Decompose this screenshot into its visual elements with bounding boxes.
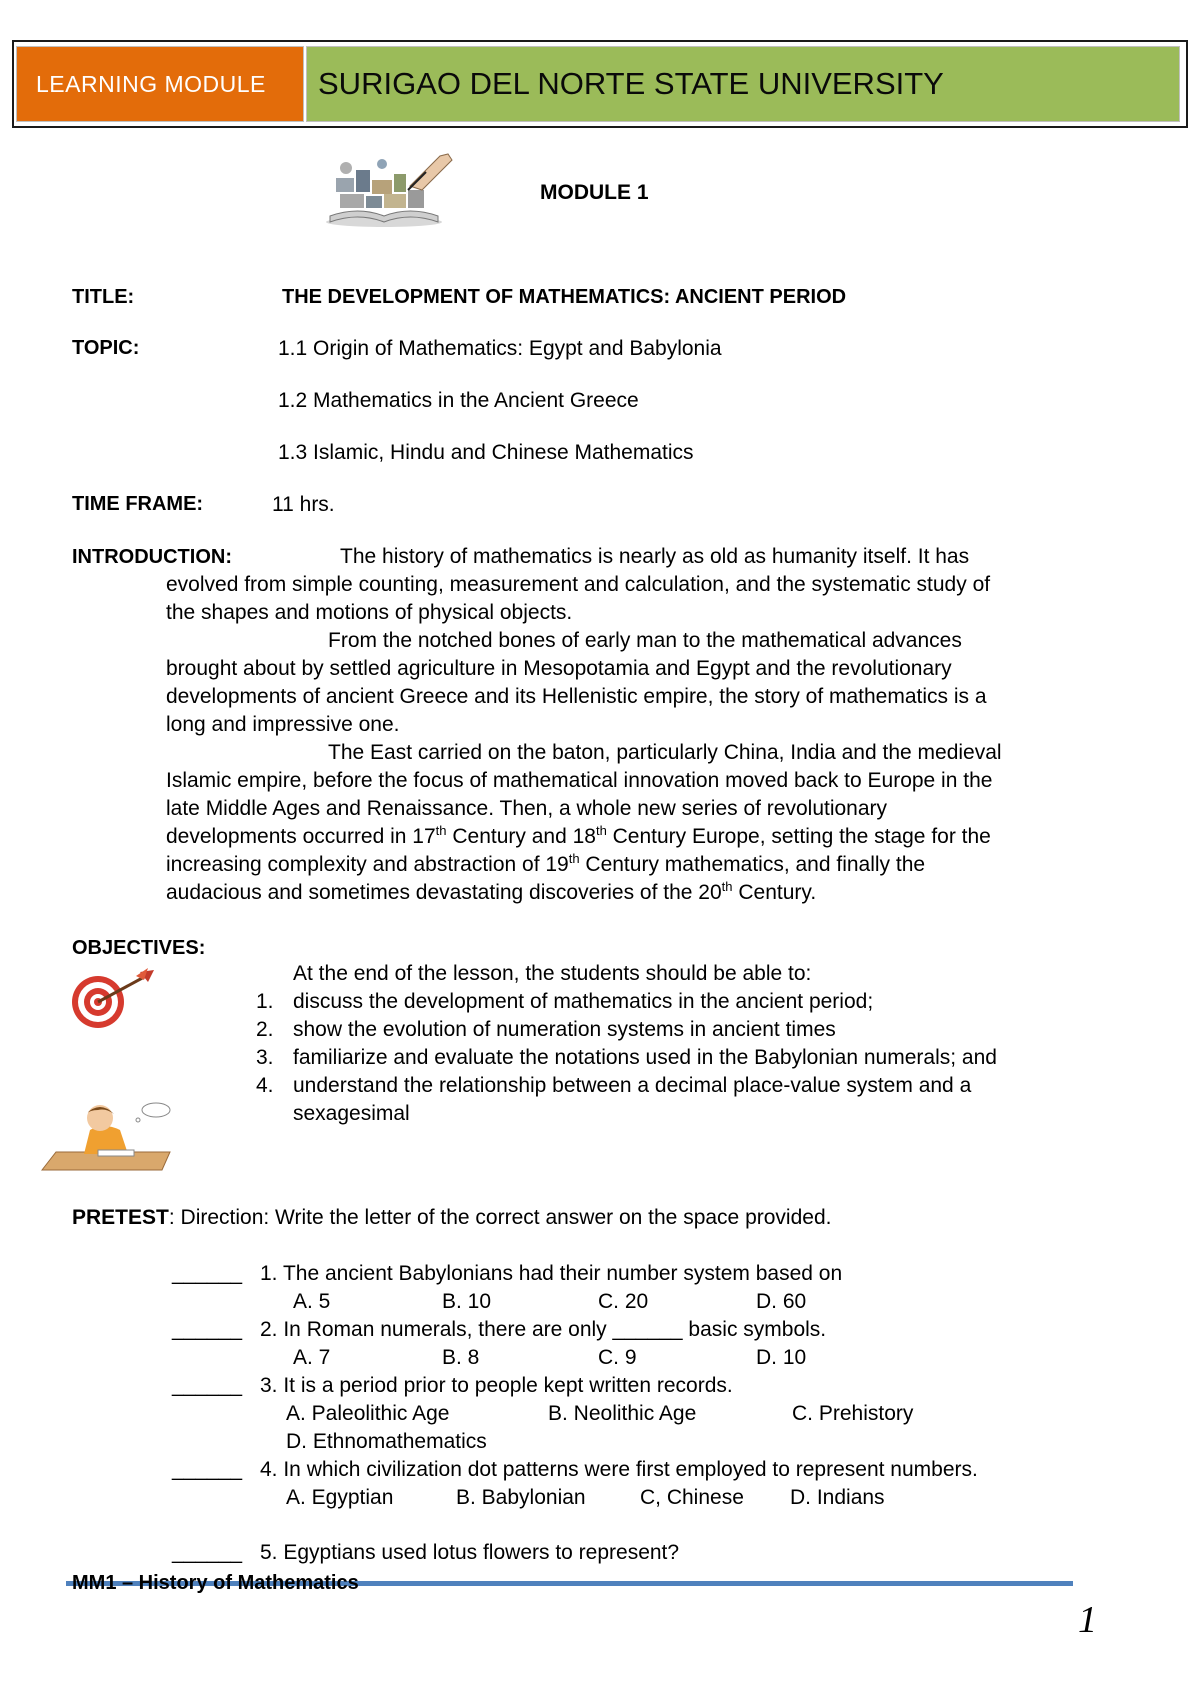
university-name: SURIGAO DEL NORTE STATE UNIVERSITY [318, 66, 944, 101]
question-text: 3. It is a period prior to people kept written records. [260, 1374, 733, 1397]
answer-option: B. Neolithic Age [548, 1402, 697, 1425]
pretest-direction: : Direction: Write the letter of the correct answer on the space provided. [168, 1206, 832, 1229]
answer-blank: ______ [172, 1458, 243, 1481]
answer-option: A. 5 [293, 1290, 331, 1313]
objective-text: familiarize and evaluate the notations used in the Babylonian numerals; and [293, 1046, 997, 1069]
answer-option: C. 9 [598, 1346, 637, 1369]
question-text: 2. In Roman numerals, there are only ______ basic symbols. [260, 1318, 827, 1341]
objective-text: sexagesimal [293, 1102, 410, 1125]
question-text: 4. In which civilization dot patterns were first employed to represent numbers. [260, 1458, 978, 1481]
answer-option: A. Egyptian [286, 1486, 394, 1509]
answer-option: B. Babylonian [456, 1486, 586, 1509]
answer-option: C. 20 [598, 1290, 649, 1313]
intro-line: long and impressive one. [166, 713, 400, 736]
module-number: MODULE 1 [540, 181, 649, 204]
answer-option: B. 8 [442, 1346, 480, 1369]
intro-line: brought about by settled agriculture in Mesopotamia and Egypt and the revolutionary [166, 657, 952, 680]
topic-item: 1.3 Islamic, Hindu and Chinese Mathematics [278, 441, 694, 464]
objective-text: understand the relationship between a decimal place-value system and a [293, 1074, 972, 1097]
answer-option: D. Indians [790, 1486, 885, 1509]
objective-number: 4. [256, 1074, 274, 1097]
topic-label: TOPIC: [72, 337, 140, 359]
pretest-label: PRETEST [72, 1206, 169, 1229]
objectives-label: OBJECTIVES: [72, 937, 206, 959]
intro-line: The history of mathematics is nearly as old as humanity itself. It has [340, 545, 970, 568]
answer-option: D. 60 [756, 1290, 807, 1313]
answer-option: A. 7 [293, 1346, 331, 1369]
answer-option: B. 10 [442, 1290, 492, 1313]
answer-blank: ______ [172, 1374, 243, 1397]
answer-option: C, Chinese [640, 1486, 744, 1509]
intro-line: From the notched bones of early man to the mathematical advances [328, 629, 962, 652]
answer-blank: ______ [172, 1262, 243, 1285]
question-text: 5. Egyptians used lotus flowers to represent? [260, 1541, 680, 1564]
student-writing-icon [38, 1100, 174, 1174]
objective-number: 2. [256, 1018, 274, 1041]
pretest-header [72, 1206, 831, 1230]
footer-course: MM1 – History of Mathematics [72, 1572, 359, 1594]
objective-text: show the evolution of numeration systems in ancient times [293, 1018, 836, 1041]
introduction-label: INTRODUCTION: [72, 546, 232, 568]
topic-item: 1.1 Origin of Mathematics: Egypt and Babylonia [278, 337, 722, 360]
time-frame-value: 11 hrs. [272, 493, 335, 516]
answer-option: C. Prehistory [792, 1402, 914, 1425]
page-number: 1 [1078, 1599, 1097, 1641]
objectives-lead: At the end of the lesson, the students should be able to: [293, 962, 812, 985]
title-label: TITLE: [72, 286, 135, 308]
time-frame-label: TIME FRAME: [72, 493, 204, 515]
intro-line: audacious and sometimes devastating discoveries of the 20th Century. [166, 879, 817, 904]
topic-item: 1.2 Mathematics in the Ancient Greece [278, 389, 639, 412]
intro-line: late Middle Ages and Renaissance. Then, a whole new series of revolutionary [166, 797, 888, 820]
intro-line: evolved from simple counting, measurement and calculation, and the systematic study of [166, 573, 991, 596]
title-value: THE DEVELOPMENT OF MATHEMATICS: ANCIENT PERIOD [282, 286, 847, 308]
answer-option: A. Paleolithic Age [286, 1402, 450, 1425]
answer-option: D. 10 [756, 1346, 807, 1369]
intro-line: increasing complexity and abstraction of 19th Century mathematics, and finally the [166, 851, 926, 876]
objective-number: 3. [256, 1046, 274, 1069]
intro-line: developments of ancient Greece and its Hellenistic empire, the story of mathematics is a [166, 685, 987, 708]
objective-text: discuss the development of mathematics in the ancient period; [293, 990, 874, 1013]
intro-line: The East carried on the baton, particularly China, India and the medieval [328, 741, 1002, 764]
learning-module-label: LEARNING MODULE [36, 71, 266, 97]
intro-line: Islamic empire, before the focus of mathematical innovation moved back to Europe in the [166, 769, 993, 792]
book-illustration-icon [322, 150, 457, 228]
intro-line: developments occurred in 17th Century and 18th Century Europe, setting the stage for the [166, 823, 991, 848]
intro-line: the shapes and motions of physical objects. [166, 601, 573, 624]
question-text: 1. The ancient Babylonians had their number system based on [260, 1262, 843, 1285]
answer-blank: ______ [172, 1541, 243, 1564]
target-icon [64, 966, 156, 1030]
answer-blank: ______ [172, 1318, 243, 1341]
objective-number: 1. [256, 990, 274, 1013]
answer-option: D. Ethnomathematics [286, 1430, 487, 1453]
